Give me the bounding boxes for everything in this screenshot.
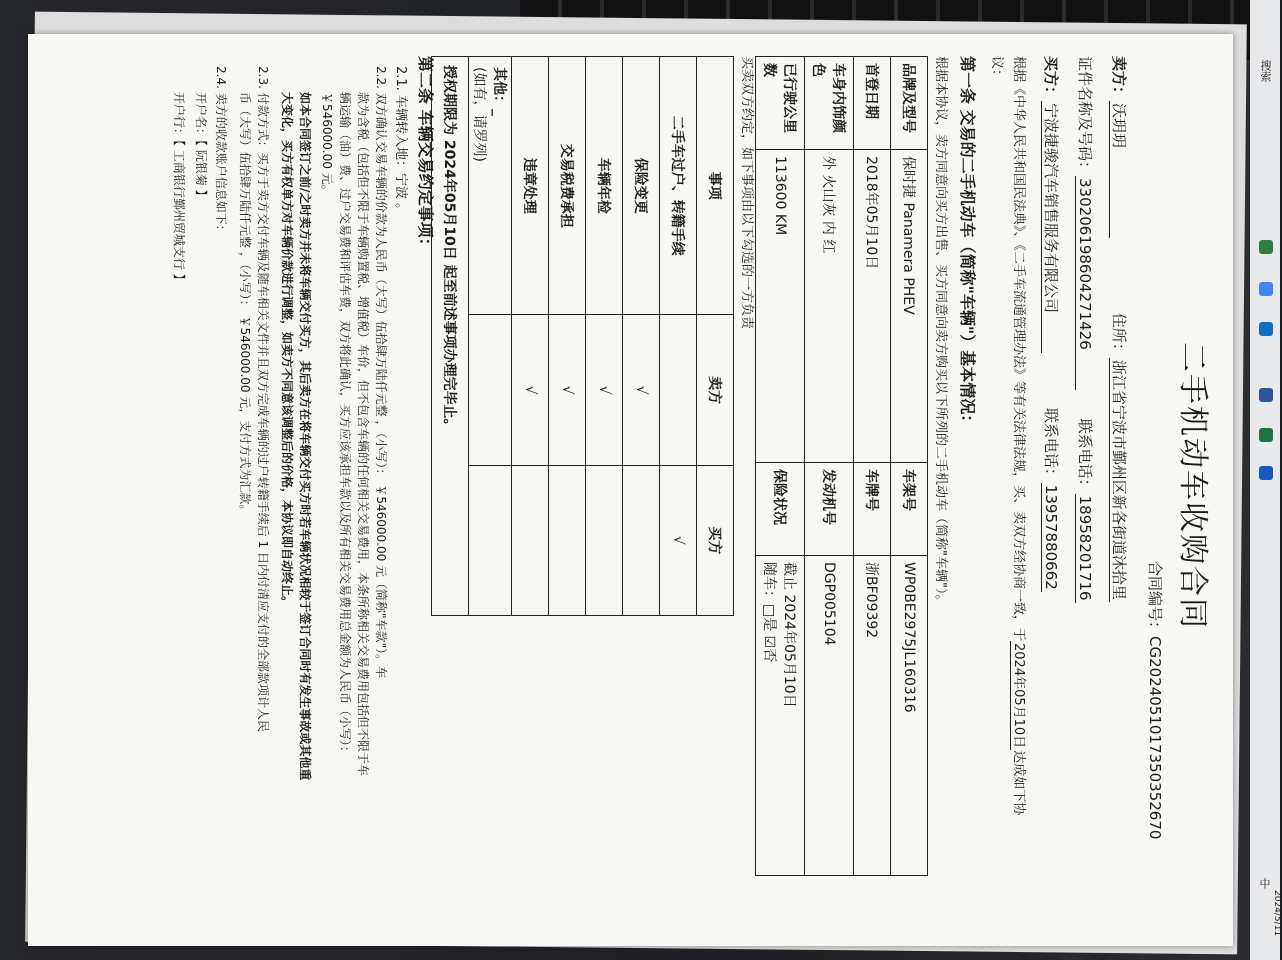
matters-row [512,57,549,616]
insurance-with-car: 随车：□是 ☑否 [761,562,777,663]
matter-item: 其他：_ [491,67,507,116]
article-2-title: 第二条 车辆交易约定事项： [416,56,435,254]
insurance-value [756,556,805,876]
clause-2-1: 2.1. 车辆转入地：宁波 。 [393,66,408,217]
article-1-title: 第一条 交易的二手机动车（简称"车辆"）基本情况： [958,56,977,431]
reg-date-label: 首登日期 [854,57,891,150]
buyer-name: 宁波捷骏汽车销售服务有限公司 [1041,101,1060,353]
engine-value: DGP005104 [805,556,854,876]
matter-seller-check [469,315,512,465]
other-note: (如有，请罗列) [471,67,487,162]
brand-value: 保时捷 Panamera PHEV [891,150,928,463]
matter-buyer-check [586,465,623,615]
buyer-line [1041,56,1062,592]
clause-2-2: 2.2. 双方确认交易车辆的价款为人民币（大写）伍拾肆万陆仟元整 ，（小写）： ￥546000.00 元（简称"车款"）。车 [374,66,388,679]
app-icon[interactable] [1259,240,1273,254]
address-label: 住所： [1110,312,1128,358]
matters-table [431,56,734,616]
color-value: 外 火山灰 内 红 [805,150,854,463]
matters-header-buyer: 买方 [697,465,734,615]
preamble-end: 达成如下协 [1011,750,1026,816]
clock-date[interactable]: 2024/5/11 [1272,890,1282,937]
payee-bank: 开户行：【 工商银行鄞州贸城支行 】 [172,92,186,286]
browser-icon[interactable] [1259,282,1273,296]
article-1-intro: 根据本协议，卖方同意向买方出售、买方同意向卖方购买以下所列的二手机动车（简称"车辆"）。 [933,56,948,608]
matters-header-item: 事项 [697,57,734,315]
brand-label: 品牌及型号 [891,57,928,150]
seller-line [1109,56,1130,602]
clause-2-3: 2.3. 付款方式：买方于卖方交付车辆及随车相关文件并且双方完成车辆的过户转籍手续后 1 日内付清应支付的全部款项计人民 [256,66,270,732]
seller-name: 沃玥玥 [1109,101,1128,238]
matters-row [623,57,660,616]
contract-title: 二手机动车收购合同 [1175,342,1210,630]
matters-row [469,57,512,616]
seller-phone: 18958201716 [1076,495,1094,601]
mileage-label: 已行驶公里数 [756,57,805,150]
clause-2-2b: 款为含税（包括但不限于车辆购置税、增值税）车价，但不包含车辆的任何相关交易费用，本条所称相关交易费用包括但不限于车 [356,92,370,777]
ime-indicator[interactable]: 中 [1258,878,1271,889]
plate-label: 车牌号 [854,463,891,556]
buyer-phone: 13957880662 [1042,484,1060,590]
vehicle-table [755,56,928,876]
clause-2-2c: 辆运输（油）费、过户交易费和评估车费，双方将此确认，买方应该承担车款以及所有相关交易费用总金额为人民币（小写）： [338,92,352,759]
insurance-expiry: 截止 2024年05月10日 [781,562,797,708]
matter-buyer-check [623,465,660,615]
clause-2-2d: ￥546000.00 元。 [320,92,334,197]
matter-item: 车辆年检 [586,57,623,315]
clause-2-3b: 币（大写）伍拾肆万陆仟元整 ，（小写）： ￥546000.00 元，支付方式为汇款。 [238,92,252,517]
matter-seller-check: √ [549,315,586,465]
matter-buyer-check [512,465,549,615]
taskbar-search[interactable]: 搜索 [1259,60,1272,82]
preamble-text: 根据《中华人民共和国民法典》、《二手车流通管理办法》等有关法律法规，买、卖双方经协商一致，于 [1011,56,1026,642]
address: 浙江省宁波市鄞州区新各街道沐拾里 [1110,359,1128,600]
matter-item: 二手车过户、转籍手续 [660,57,697,315]
matter-seller-check [660,315,697,465]
preamble-date: 2024年05月10日 [1011,643,1026,749]
edge-icon[interactable] [1259,322,1273,336]
clause-2-2e: 如本合同签订之前/之时卖方并未将车辆交付买方，其后卖方在将车辆交付买方时若车辆状况相较于签订合同时有发生事故或其他重 [298,92,312,781]
contract-no-label: 合同编号： [1146,561,1164,637]
matters-row [660,57,697,616]
matter-item: 违章处理 [512,57,549,315]
contract-document [38,36,1228,936]
clause-2-2f: 大变化，买方有权单方对车辆价款进行调整，如卖方不同意该调整后的价格，本协议即自动终止。 [280,92,294,609]
preamble [1011,56,1030,815]
matter-seller-check: √ [512,315,549,465]
matter-item: 交易税费承担 [549,57,586,315]
preamble-2: 议： [989,56,1004,83]
insurance-label: 保险状况 [756,463,805,556]
clause-2-4: 2.4. 卖方的收款账户信息如下： [214,66,228,237]
buyer-phone-label: 联系电话： [1042,407,1060,483]
taskbar [1250,0,1280,960]
matter-item-other [469,57,512,315]
matter-seller-check: √ [586,315,623,465]
color-label: 车身内饰颜色 [805,57,854,150]
folder-icon[interactable] [1259,388,1273,402]
matters-row [549,57,586,616]
matter-buyer-check [469,465,512,615]
authorization-deadline: 授权期限为 2024年05月10日 起至前述事项办理完毕止。 [432,57,469,616]
contract-no-value: CG2024051017350352670 [1146,636,1164,840]
contract-number [1145,561,1166,839]
id-line [1075,56,1096,603]
vin-label: 车架号 [891,463,928,556]
word-icon[interactable] [1259,466,1273,480]
mileage-value: 113600 KM [756,150,805,463]
id-label: 证件名称及号码： [1076,56,1094,177]
matter-seller-check: √ [623,315,660,465]
matters-header-seller: 卖方 [697,315,734,465]
matter-buyer-check: √ [660,465,697,615]
reg-date-value: 2018年05月10日 [854,150,891,463]
id-number: 330206198604271426 [1075,176,1094,390]
matters-intro: 买卖双方约定，如下事项由以下勾选的一方负责 [739,56,754,330]
seller-phone-label: 联系电话： [1076,418,1094,494]
vin-value: WP0BE2975JL160316 [891,556,928,876]
contract-paper [28,34,1233,946]
matter-item: 保险变更 [623,57,660,315]
payee-name: 开户名：【 阮银菊 】 [194,92,208,202]
engine-label: 发动机号 [805,463,854,556]
seller-label: 卖方： [1110,56,1128,102]
excel-icon[interactable] [1259,428,1273,442]
matter-buyer-check [549,465,586,615]
matters-row [586,57,623,616]
plate-value: 浙BF09392 [854,556,891,876]
buyer-label: 买方： [1042,56,1060,102]
